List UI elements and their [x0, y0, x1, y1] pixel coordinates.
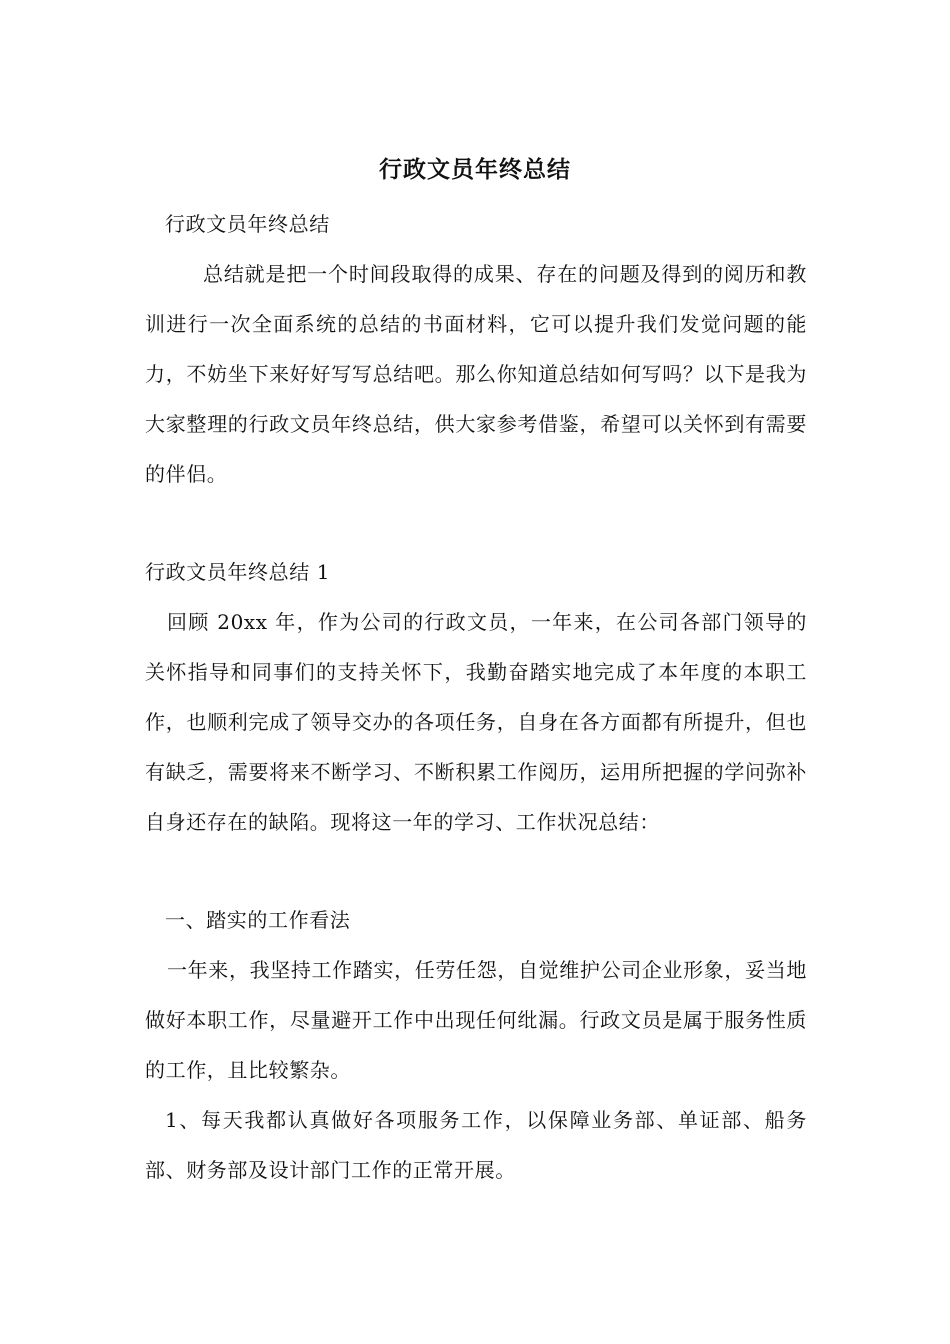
document-subtitle [145, 199, 807, 249]
section-1-title [145, 547, 807, 597]
section-1-paragraph-text: 回顾 20xx 年，作为公司的行政文员，一年来，在公司各部门领导的关怀指导和同事们的支持关怀下，我勤奋踏实地完成了本年度的本职工作，也顺利完成了领导交办的各项任务，自身在各方面都有所提升，但也有缺乏，需要将来不断学习、不断积累工作阅历，运用所把握的学问弥补自身还存在的缺陷。现将这一年的学习、工作状况总结： [145, 610, 807, 834]
heading-1-paragraph-text: 一年来，我坚持工作踏实，任劳任怨，自觉维护公司企业形象，妥当地做好本职工作，尽量避开工作中出现任何纰漏。行政文员是属于服务性质的工作，且比较繁杂。 [145, 958, 807, 1082]
subtitle-text: 行政文员年终总结 [165, 212, 330, 236]
intro-paragraph [145, 249, 807, 499]
list-item-1 [145, 1095, 807, 1195]
intro-text: 总结就是把一个时间段取得的成果、存在的问题及得到的阅历和教训进行一次全面系统的总结的书面材料，它可以提升我们发觉问题的能力，不妨坐下来好好写写总结吧。那么你知道总结如何写吗？以下是我为大家整理的行政文员年终总结，供大家参考借鉴，希望可以关怀到有需要的伴侣。 [145, 262, 807, 486]
heading-1 [145, 895, 807, 945]
heading-1-paragraph [145, 945, 807, 1095]
list-item-1-text: 1、每天我都认真做好各项服务工作，以保障业务部、单证部、船务部、财务部及设计部门工作的正常开展。 [145, 1108, 807, 1182]
heading-1-text: 一、踏实的工作看法 [165, 908, 351, 932]
section-1-title-text: 行政文员年终总结 1 [145, 560, 331, 584]
section-1-paragraph [145, 597, 807, 847]
document-title: 行政文员年终总结 [379, 156, 571, 183]
